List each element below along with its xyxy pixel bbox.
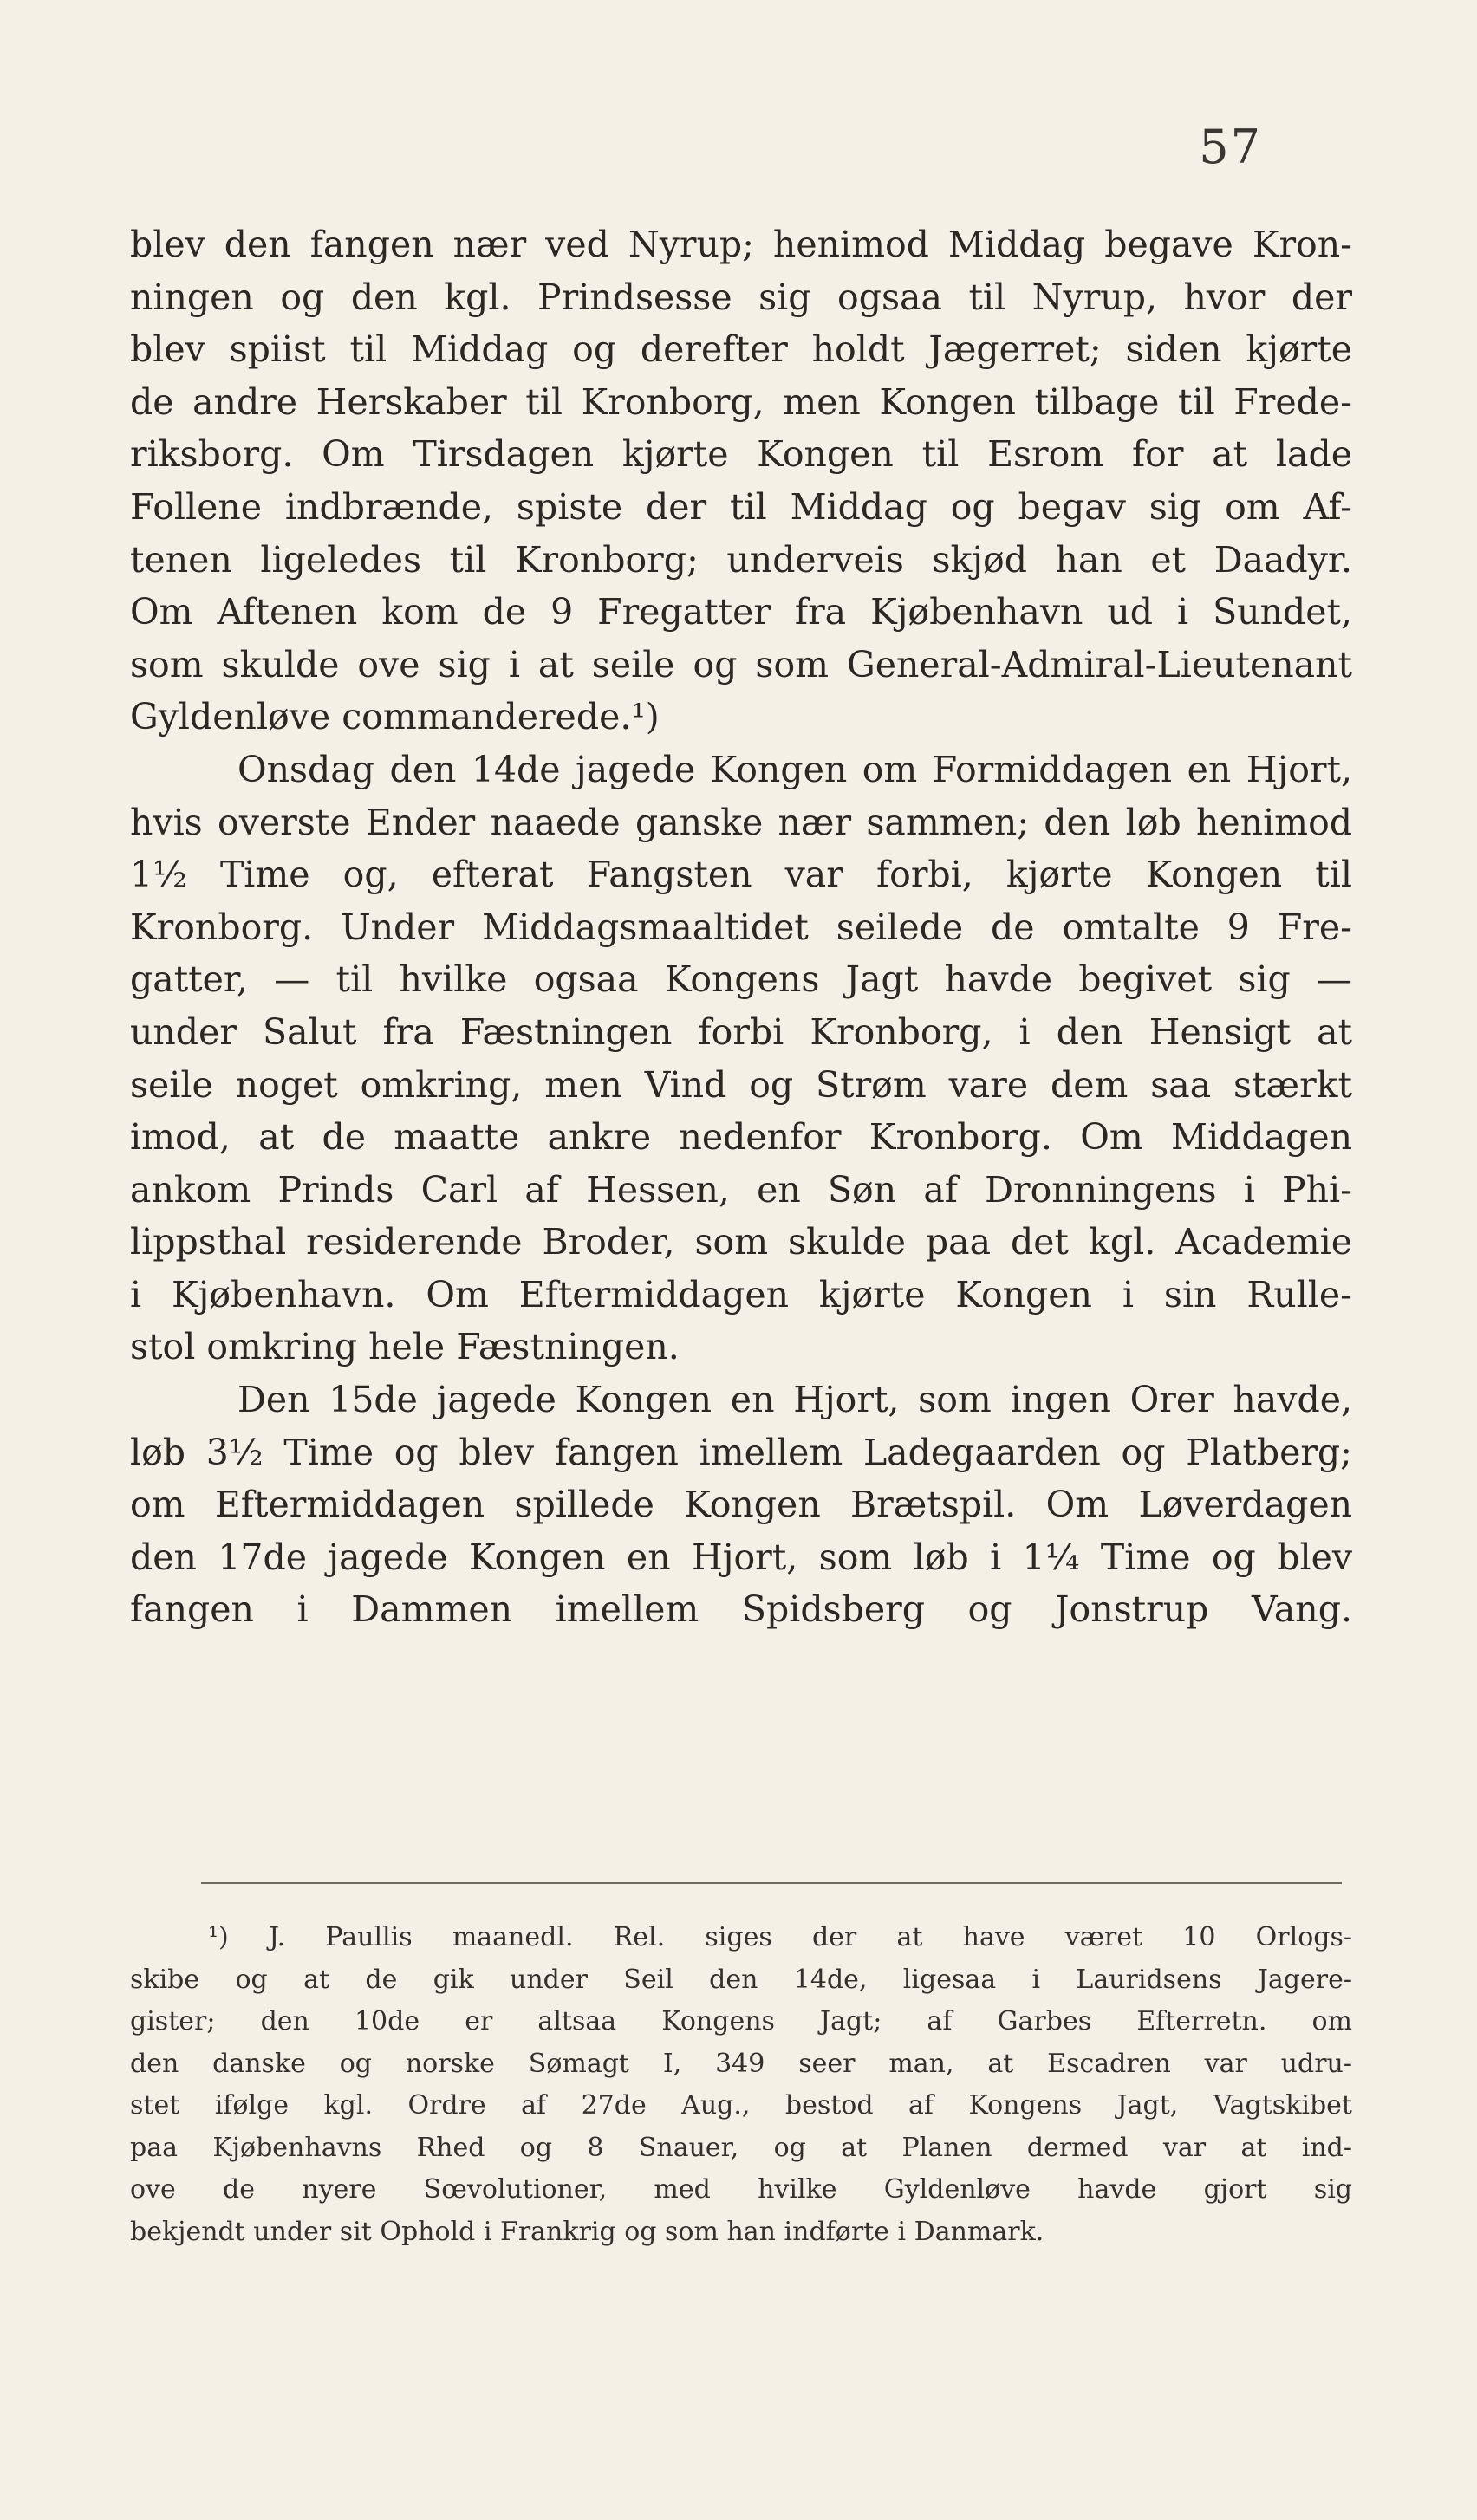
text-line: Gyldenløve commanderede.¹) [130, 696, 660, 738]
text-line: blev spiist til Middag og derefter holdt Jægerret; siden kjørte [130, 328, 1352, 371]
page-number: 57 [1199, 120, 1262, 174]
footnote-line: gister; den 10de er altsaa Kongens Jagt; af Garbes Efterretn. om [130, 2006, 1352, 2036]
text-line: løb 3½ Time og blev fangen imellem Ladegaarden og Platberg; [130, 1431, 1352, 1473]
footnote-line: ove de nyere Sœvolutioner, med hvilke Gyldenløve havde gjort sig [130, 2174, 1352, 2205]
text-line: den 17de jagede Kongen en Hjort, som løb i 1¼ Time og blev [130, 1536, 1352, 1578]
text-line: hvis overste Ender naaede ganske nær sammen; den løb henimod [130, 801, 1352, 843]
text-line: riksborg. Om Tirsdagen kjørte Kongen til Esrom for at lade [130, 433, 1352, 476]
footnote-divider [201, 1882, 1342, 1884]
text-line: om Eftermiddagen spillede Kongen Brætspil. Om Løverdagen [130, 1484, 1352, 1526]
footnote-line: bekjendt under sit Ophold i Frankrig og som han indførte i Danmark. [130, 2216, 1044, 2247]
text-line: ankom Prinds Carl af Hessen, en Søn af Dronningens i Phi- [130, 1168, 1352, 1211]
text-line: imod, at de maatte ankre nedenfor Kronborg. Om Middagen [130, 1116, 1352, 1159]
text-line: Om Aftenen kom de 9 Fregatter fra Kjøbenhavn ud i Sundet, [130, 591, 1352, 633]
footnote-line: paa Kjøbenhavns Rhed og 8 Snauer, og at Planen dermed var at ind- [130, 2132, 1352, 2163]
text-line: Onsdag den 14de jagede Kongen om Formiddagen en Hjort, [237, 748, 1352, 790]
footnote-line: stet ifølge kgl. Ordre af 27de Aug., bestod af Kongens Jagt, Vagtskibet [130, 2090, 1352, 2121]
text-line: Kronborg. Under Middagsmaaltidet seilede de omtalte 9 Fre- [130, 906, 1352, 948]
text-line: fangen i Dammen imellem Spidsberg og Jonstrup Vang. [130, 1588, 1352, 1631]
text-line: stol omkring hele Fæstningen. [130, 1326, 680, 1368]
text-line: Den 15de jagede Kongen en Hjort, som ingen Orer havde, [237, 1379, 1352, 1421]
text-line: seile noget omkring, men Vind og Strøm vare dem saa stærkt [130, 1063, 1352, 1106]
text-line: blev den fangen nær ved Nyrup; henimod Middag begave Kron- [130, 224, 1352, 265]
text-line: lippsthal residerende Broder, som skulde paa det kgl. Academie [130, 1221, 1352, 1263]
body-text [130, 218, 1352, 1636]
text-line: under Salut fra Fæstningen forbi Kronborg, i den Hensigt at [130, 1010, 1352, 1053]
text-line: tenen ligeledes til Kronborg; underveis skjød han et Daadyr. [130, 538, 1352, 581]
footnote-line: ¹) J. Paullis maanedl. Rel. siges der at have været 10 Orlogs- [208, 1922, 1352, 1952]
text-line: i Kjøbenhavn. Om Eftermiddagen kjørte Kongen i sin Rulle- [130, 1273, 1352, 1315]
footnote-line: den danske og norske Sømagt I, 349 seer man, at Escadren var udru- [130, 2048, 1352, 2079]
footnote [130, 1917, 1352, 2253]
text-line: ningen og den kgl. Prindsesse sig ogsaa til Nyrup, hvor der [130, 276, 1352, 318]
footnote-line: skibe og at de gik under Seil den 14de, ligesaa i Lauridsens Jagere- [130, 1964, 1352, 1995]
text-line: Follene indbrænde, spiste der til Middag og begav sig om Af- [130, 485, 1352, 528]
text-line: de andre Herskaber til Kronborg, men Kongen tilbage til Frede- [130, 380, 1352, 423]
text-line: som skulde ove sig i at seile og som General-Admiral-Lieutenant [130, 643, 1352, 685]
text-line: gatter, — til hvilke ogsaa Kongens Jagt havde begivet sig — [130, 958, 1352, 1001]
text-line: 1½ Time og, efterat Fangsten var forbi, kjørte Kongen til [130, 854, 1352, 896]
